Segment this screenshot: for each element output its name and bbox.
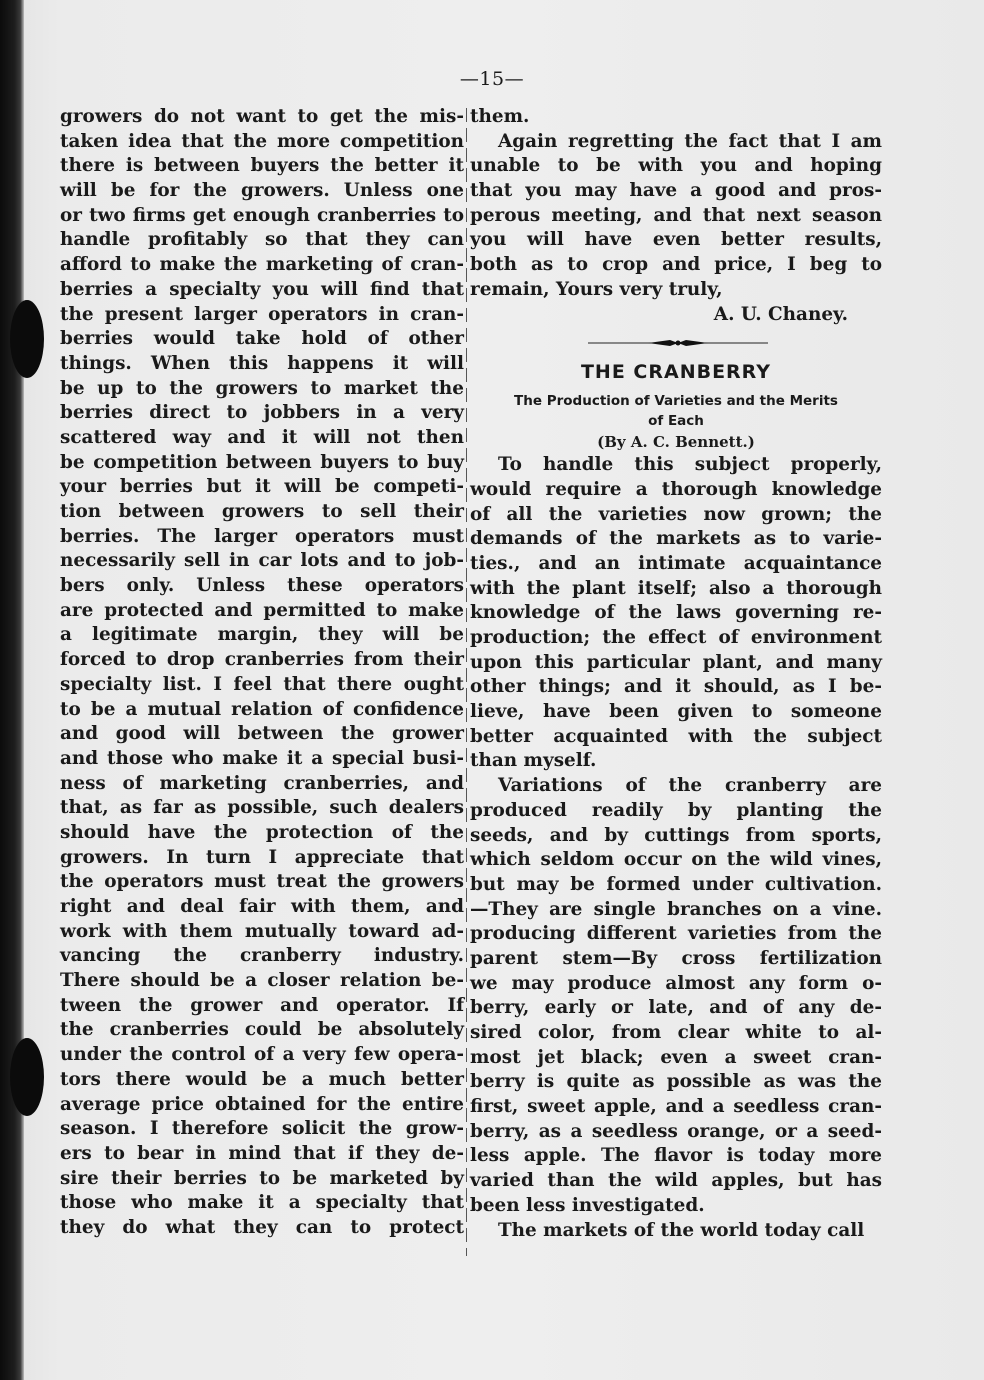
text-line: things. When this happens it will [60,352,464,374]
text-line: be up to the growers to market the [60,377,464,399]
text-line: vancing the cranberry industry. [60,945,464,967]
text-line: unable to be with you and hoping [470,155,882,177]
text-line: afford to make the marketing of cran- [60,254,464,276]
text-line: than myself. [470,750,597,772]
text-line: that, as far as possible, such dealers [60,797,464,819]
text-line: or two firms get enough cranberries to [60,204,464,226]
letter-closing [470,105,882,303]
binding-edge [0,0,24,1380]
text-line: been less investigated. [470,1194,705,1216]
text-line: we may produce almost any form o- [470,972,882,994]
text-line: upon this particular plant, and many [470,651,882,673]
binder-hole-top [10,300,44,378]
text-line: producing different varieties from the [470,923,882,945]
text-line: and good will between the grower [60,723,464,745]
text-line: which seldom occur on the wild vines, [470,849,882,871]
text-line: varied than the wild apples, but has [470,1170,882,1192]
text-line: necessarily sell in car lots and to job- [60,550,464,572]
article-subtitle-line-2: of Each [648,413,704,430]
text-line: handle profitably so that they can [60,229,464,251]
text-line: bers only. Unless these operators [60,575,464,597]
text-line: ties., and an intimate acquaintance [470,552,882,574]
text-line: berry, early or late, and of any de- [470,997,882,1019]
text-line: knowledge of the laws governing re- [470,602,882,624]
ornament-divider [470,331,882,355]
text-line: both as to crop and price, I beg to [470,254,882,276]
text-line: ers to bear in mind that if they de- [60,1142,464,1164]
text-line: your berries but it will be competi- [60,476,464,498]
text-line: under the control of a very few opera- [60,1044,464,1066]
text-line: There should be a closer relation be- [60,970,464,992]
text-line: will be for the growers. Unless one [60,180,464,202]
text-line: the cranberries could be absolutely [60,1019,464,1041]
text-line: first, sweet apple, and a seedless cran- [470,1096,882,1118]
text-line: with the plant itself; also a thorough [470,577,882,599]
text-line: them. [470,106,530,127]
page-number: —15— [459,68,525,90]
signature: A. U. Chaney. [713,303,848,325]
text-line: Variations of the cranberry are [498,775,882,797]
text-line: berries would take hold of other [60,328,464,350]
text-line: seeds, and by cuttings from sports, [470,824,882,846]
text-line: tween the grower and operator. If [60,994,464,1016]
text-line: season. I therefore solicit the grow- [60,1118,464,1140]
text-line: that you may have a good and pros- [470,180,882,202]
text-line: of all the varieties now grown; the [470,503,882,525]
text-line: most jet black; even a sweet cran- [470,1046,882,1068]
text-line: to be a mutual relation of confidence [60,698,464,720]
text-line: The markets of the world today call [498,1219,865,1241]
text-line: and those who make it a special busi- [60,747,464,769]
text-line: but may be formed under cultivation. [470,873,882,895]
text-line: tion between growers to sell their [60,501,464,522]
text-line: lieve, have been given to someone [470,701,882,723]
article-subtitle-line-1: The Production of Varieties and the Merits [514,393,838,410]
text-line: are protected and permitted to make [60,599,464,621]
text-line: parent stem—By cross fertilization [470,947,882,969]
column-divider [466,108,467,1256]
text-line: be competition between buyers to buy [60,451,464,473]
text-line: —They are single branches on a vine. [470,898,882,920]
text-line: Again regretting the fact that I am [498,130,882,152]
right-column [470,105,882,1243]
text-line: work with them mutually toward ad- [60,920,464,942]
text-line: there is between buyers the better it [60,155,464,177]
text-line: tors there would be a much better [60,1068,464,1090]
article-body [470,453,882,1243]
text-line: would require a thorough knowledge [470,478,882,500]
binder-hole-bottom [10,1038,44,1116]
text-line: berry, as a seedless orange, or a seed- [470,1120,882,1142]
text-line: a legitimate margin, they will be [60,624,464,646]
left-column [60,105,464,1241]
text-line: less apple. The flavor is today more [470,1145,882,1167]
text-line: berries. The larger operators must [60,525,464,547]
text-line: perous meeting, and that next season [470,204,882,226]
text-line: berries direct to jobbers in a very [60,402,464,424]
text-line: forced to drop cranberries from their [60,649,464,671]
text-line: demands of the markets as to varie- [470,528,882,550]
text-line: produced readily by planting the [470,799,882,821]
text-line: sired color, from clear white to al- [470,1022,882,1043]
text-line: berries a specialty you will find that [60,278,464,300]
text-line: the operators must treat the growers [60,871,464,893]
text-line: remain, Yours very truly, [470,278,723,300]
text-line: berry is quite as possible as was the [470,1071,882,1093]
text-line: you will have even better results, [470,229,882,251]
text-line: other things; and it should, as I be- [470,676,882,698]
text-line: production; the effect of environment [470,627,882,648]
text-line: those who make it a specialty that [60,1192,464,1214]
text-line: better acquainted with the subject [470,725,882,747]
text-line: scattered way and it will not then [60,426,464,448]
text-line: sire their berries to be marketed by [60,1167,464,1189]
article-title: THE CRANBERRY [580,361,772,384]
text-line: ness of marketing cranberries, and [60,772,464,794]
article-byline: (By A. C. Bennett.) [597,433,755,452]
text-line: right and deal fair with them, and [60,896,464,917]
text-line: the present larger operators in cran- [60,303,464,325]
text-line: specialty list. I feel that there ought [60,673,464,695]
text-line: taken idea that the more competition [60,130,464,152]
text-line: growers do not want to get the mis- [60,106,464,127]
text-line: growers. In turn I appreciate that [60,846,464,868]
text-line: average price obtained for the entire [60,1093,464,1115]
text-line: they do what they can to protect [60,1216,464,1238]
text-line: To handle this subject properly, [498,454,882,476]
text-line: should have the protection of the [60,821,464,843]
